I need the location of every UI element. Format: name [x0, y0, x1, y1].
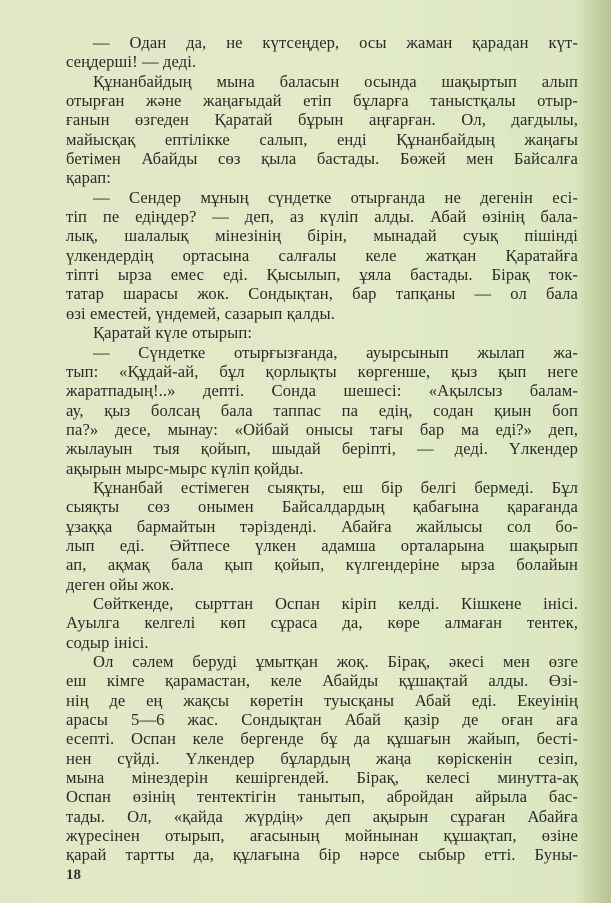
- text-line: ұзаққа бармайтын тәрізденді. Абайға жайлысы сол бо-: [66, 516, 578, 536]
- text-line: Ауылга келгелі көп сұраса да, көре алмаған тентек,: [66, 613, 578, 633]
- text-line: тып: «Құдай-ай, бұл қорлықты көргенше, қыз қып неге: [66, 361, 578, 381]
- text-line: тады. Ол, «қайда жүрдің» деп ақырын сұраған Абайға: [66, 806, 578, 826]
- text-line: ақырын мырс-мырс күліп қойды.: [66, 458, 304, 478]
- text-line: қарап:: [66, 168, 111, 188]
- text-line: үлкендердің ортасына салғалы келе жатқан Қаратайға: [66, 245, 578, 265]
- text-line: жылауын тыя қойып, шыдай беріпті, — деді. Үлкендер: [66, 439, 578, 459]
- text-line: отырған және жаңағыдай етіп бұларға таныстқалы отыр-: [66, 91, 578, 111]
- text-line: татар шарасы жок. Сондықтан, бар тапқаны — ол бала: [66, 284, 578, 304]
- text-line: ап, ақмақ бала қып қойып, күлгендеріне ырза болайын: [66, 555, 578, 575]
- text-line: нен сүйді. Үлкендер бұлардың жаңа көріскенін сезіп,: [66, 748, 578, 768]
- text-line: ау, қыз болсаң бала таппас па едің, содан қиын боп: [66, 400, 578, 420]
- text-line: өзі еместей, үндемей, сазарып қалды.: [66, 303, 335, 323]
- text-line: еш кімге қарамастан, келе Абайды құшақтай алды. Өзі-: [66, 671, 578, 691]
- text-line: жүресінен отырып, ағасының мойнынан құшақтап, өзіне: [66, 826, 578, 846]
- text-line: — Сүндетке отырғызғанда, ауырсынып жылап жа-: [93, 342, 578, 362]
- text-line: ғанын өзгеден Қаратай бұрын аңғарған. Ол, дағдылы,: [66, 110, 578, 130]
- text-line: сеңдерші! — деді.: [66, 52, 197, 72]
- text-line: — Одан да, не күтсеңдер, осы жаман қарадан күт-: [93, 33, 578, 52]
- text-line: Құнанбай естімеген сыяқты, еш бір белгі бермеді. Бұл: [93, 477, 578, 497]
- text-line: лық, шалалық мінезінің бірін, мынадай суық пішінді: [66, 226, 578, 246]
- text-line: деген ойы жок.: [66, 574, 175, 594]
- text-line: Ол сәлем беруді ұмытқан жоқ. Бірақ, әкесі мен өзге: [93, 652, 578, 671]
- text-line: — Сендер мұның сүндетке отырғанда не дегенін есі-: [93, 187, 578, 207]
- text-line: тіпті ырза емес еді. Қысылып, ұяла бастады. Бірақ ток-: [66, 265, 578, 285]
- text-line: Қаратай күле отырып:: [93, 323, 253, 343]
- page-number: 18: [66, 867, 81, 883]
- text-line: жаратпадың!..» депті. Сонда шешесі: «Ақылсыз балам-: [66, 381, 578, 401]
- text-line: нің де ең жақсы көретін туысқаны Абай еді. Екеуінің: [66, 690, 578, 710]
- text-line: майысқақ ептілікке салып, енді Құнанбайдың жаңағы: [66, 129, 578, 149]
- text-line: лып еді. Әйтпесе үлкен адамша орталарына шақырып: [66, 535, 578, 555]
- text-line: арасы 5—6 жас. Сондықтан Абай қазір де оған аға: [66, 710, 578, 730]
- text-line: содыр інісі.: [66, 632, 149, 652]
- text-line: Сөйткенде, сырттан Оспан кіріп келді. Кішкене інісі.: [93, 593, 578, 613]
- text-line: Құнанбайдың мына баласын осында шақыртып алып: [93, 71, 578, 91]
- text-line: есепті. Оспан келе бергенде бұ да құшағын жайып, бесті-: [66, 729, 578, 749]
- text-line: сыяқты сөз онымен Байсалдардың қабағына қарағанда: [66, 497, 578, 517]
- text-line: мына мінездерін кешіргендей. Бірақ, келесі минутта-ақ: [66, 768, 578, 788]
- text-line: тіп пе едіңдер? — деп, аз күліп алды. Абай өзінің бала-: [66, 207, 578, 227]
- text-line: Оспан өзінің тентектігін танытып, абройдан айрыла бас-: [66, 787, 578, 807]
- text-line: бетімен Абайды сөз қыла бастады. Бөжей мен Байсалға: [66, 149, 578, 169]
- text-line: қарай тартты да, құлағына бір нәрсе сыбыр етті. Буны-: [66, 845, 578, 865]
- book-page-text: [66, 33, 578, 865]
- text-line: па?» десе, мынау: «Ойбай онысы тағы бар ма еді?» деп,: [66, 419, 578, 439]
